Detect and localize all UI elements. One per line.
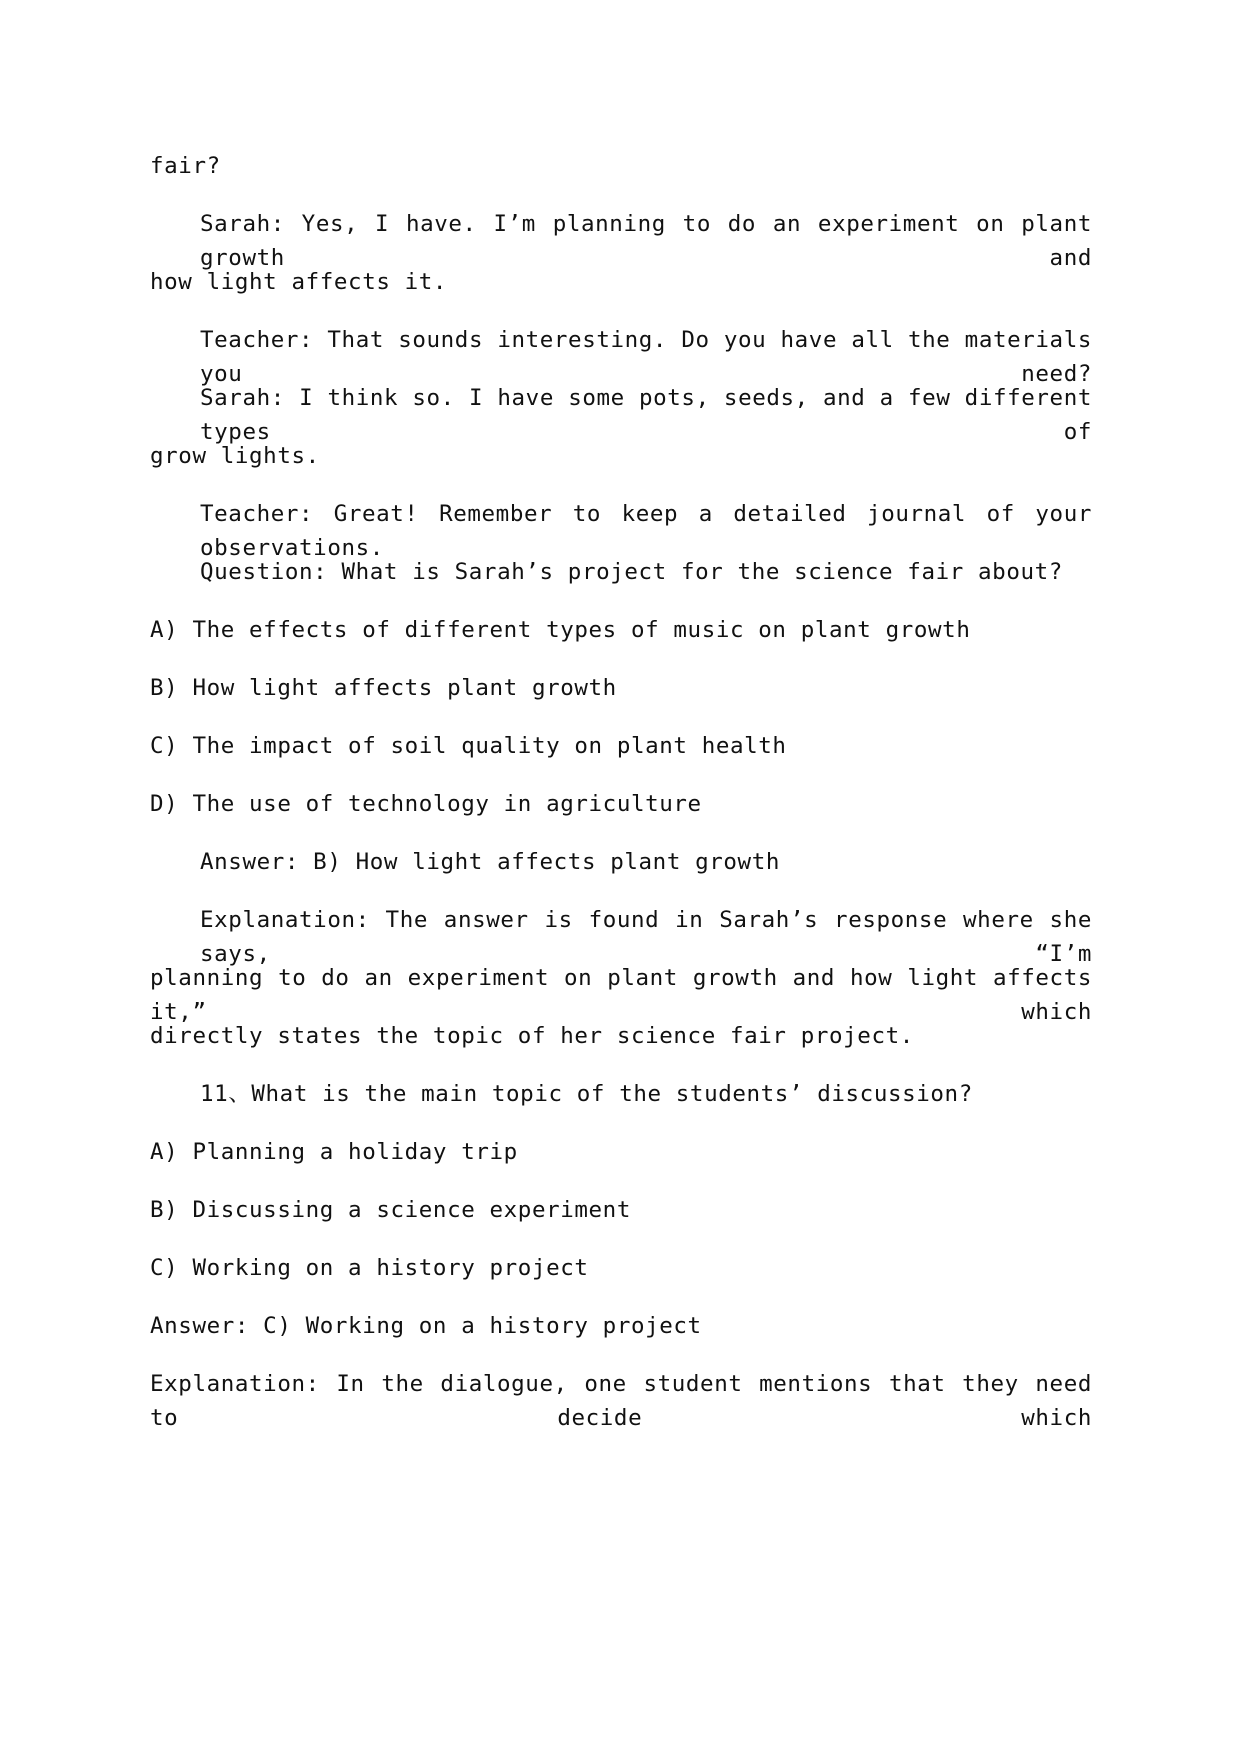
option-b: B) Discussing a science experiment (150, 1197, 631, 1223)
explanation-text: Explanation: In the dialogue, one student mentions that they need to decide which (150, 1371, 1092, 1431)
question-text: 11、What is the main topic of the students’ discussion? (200, 1081, 973, 1107)
option-c: C) The impact of soil quality on plant health (150, 733, 787, 759)
explanation-text: planning to do an experiment on plant growth and how light affects it,” which (150, 965, 1092, 1025)
text-line: Teacher: Great! Remember to keep a detailed journal of your observations. (200, 501, 1092, 561)
text-line: how light affects it. (150, 269, 448, 295)
question-text: Question: What is Sarah’s project for the science fair about? (200, 559, 1063, 585)
text-line: Sarah: I think so. I have some pots, seeds, and a few different types of (200, 385, 1092, 445)
explanation-text: Explanation: The answer is found in Sarah’s response where she says, “I’m (200, 907, 1092, 967)
text-line: Sarah: Yes, I have. I’m planning to do an experiment on plant growth and (200, 211, 1092, 271)
text-line: Teacher: That sounds interesting. Do you have all the materials you need? (200, 327, 1092, 387)
option-d: D) The use of technology in agriculture (150, 791, 702, 817)
option-a: A) The effects of different types of music on plant growth (150, 617, 971, 643)
text-line: grow lights. (150, 443, 320, 469)
answer-text: Answer: B) How light affects plant growth (200, 849, 780, 875)
option-c: C) Working on a history project (150, 1255, 589, 1281)
answer-text: Answer: C) Working on a history project (150, 1313, 702, 1339)
explanation-text: directly states the topic of her science fair project. (150, 1023, 914, 1049)
option-b: B) How light affects plant growth (150, 675, 617, 701)
text-line: fair? (150, 153, 221, 179)
option-a: A) Planning a holiday trip (150, 1139, 518, 1165)
